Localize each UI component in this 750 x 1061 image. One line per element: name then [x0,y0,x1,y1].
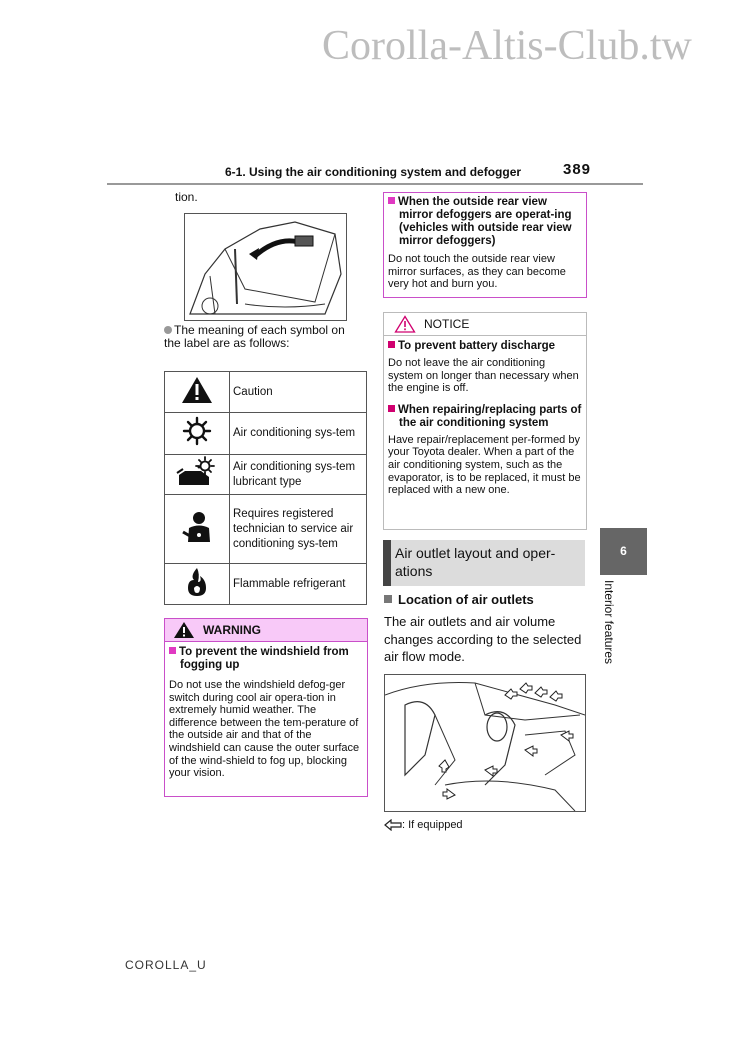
notice-subhead-repair [388,404,582,430]
symbol-table [164,371,367,605]
chapter-label-text: Interior features [602,580,616,665]
symbol-label: Requires registered technician to service air conditioning sys-tem [230,495,367,564]
square-bullet-icon [388,197,395,204]
symbol-cell [165,455,230,495]
mirror-defogger-box [383,192,587,298]
table-row [165,495,367,564]
square-bullet-icon [388,341,395,348]
warning-title: WARNING [203,623,261,637]
warning-triangle-icon [173,621,195,639]
chapter-tab: 6 [600,528,647,575]
table-row [165,413,367,455]
symbol-cell [165,495,230,564]
page-number: 389 [563,161,592,178]
continued-text: tion. [175,190,198,204]
legend-text: : If equipped [402,819,463,831]
bullet-icon [164,326,172,334]
notice-subhead-battery-text: To prevent battery discharge [398,340,555,352]
notice-subhead-repair-text: When repairing/replacing parts of the air conditioning system [398,403,582,429]
symbol-label: Flammable refrigerant [230,564,367,605]
footer-code: COROLLA_U [125,958,207,972]
symbol-label: Air conditioning sys-tem [230,413,367,455]
section-title: Air outlet layout and oper-ations [395,545,556,579]
warning-subhead-text: To prevent the windshield from fogging up [179,646,349,671]
warning-subhead [169,646,363,672]
notice-body-battery: Do not leave the air conditioning system on longer than necessary when the engine is off. [388,357,579,395]
warning-header [165,619,367,642]
symbol-cell [165,372,230,413]
outlet-paragraph: The air outlets and air volume changes according to the selected air flow mode. [384,614,582,664]
caution-triangle-icon [180,375,214,405]
subsection-title [384,592,534,607]
symbol-label: Caution [230,372,367,413]
symbol-cell [165,564,230,605]
hood-label-illustration [184,213,347,321]
ac-lubricant-icon [175,455,219,489]
equipment-legend [384,819,463,831]
square-bullet-icon [169,647,176,654]
section-title-ledge [383,540,391,586]
symbol-cell [165,413,230,455]
mirror-body: Do not touch the outside rear view mirror surfaces, as they can become very hot and burn you. [388,253,566,291]
chapter-label [600,580,618,680]
notice-triangle-icon [394,315,416,333]
flammable-icon [182,566,212,598]
notice-title: NOTICE [424,317,470,331]
warning-body: Do not use the windshield defog-ger switch during cool air opera-tion in extremely humid weather. The difference between the tem-perature of the outside air and that of the windshield can cause the outer surface of the wind-shield to fog up, blocking your vision. [169,679,360,780]
table-row [165,372,367,413]
air-outlet-illustration [384,674,586,812]
square-bullet-icon [384,595,392,603]
table-row [165,564,367,605]
watermark: Corolla-Altis-Club.tw [322,23,692,69]
subsection-title-text: Location of air outlets [398,592,534,607]
section-title-bar [383,540,585,586]
bullet-paragraph [164,324,364,350]
notice-box [383,312,587,530]
air-conditioning-icon [182,416,212,446]
mirror-subhead [388,196,582,248]
square-bullet-icon [388,405,395,412]
bullet-text: The meaning of each symbol on the label are as follows: [164,323,345,350]
header-rule [107,183,643,185]
table-row [165,455,367,495]
if-equipped-arrow-icon [384,819,402,831]
section-header: 6-1. Using the air conditioning system and defogger [225,165,522,179]
notice-subhead-battery [388,340,582,353]
notice-body-repair: Have repair/replacement per-formed by your Toyota dealer. When a part of the air conditioning system, such as the evaporator, is to be replaced, it must be replaced with a new one. [388,433,581,497]
symbol-label: Air conditioning sys-tem lubricant type [230,455,367,495]
notice-header [384,313,586,336]
technician-icon [180,510,214,544]
mirror-subhead-text: When the outside rear view mirror defoggers are operat-ing (vehicles with outside rear view mirror defoggers) [398,196,572,247]
warning-box [164,618,368,797]
